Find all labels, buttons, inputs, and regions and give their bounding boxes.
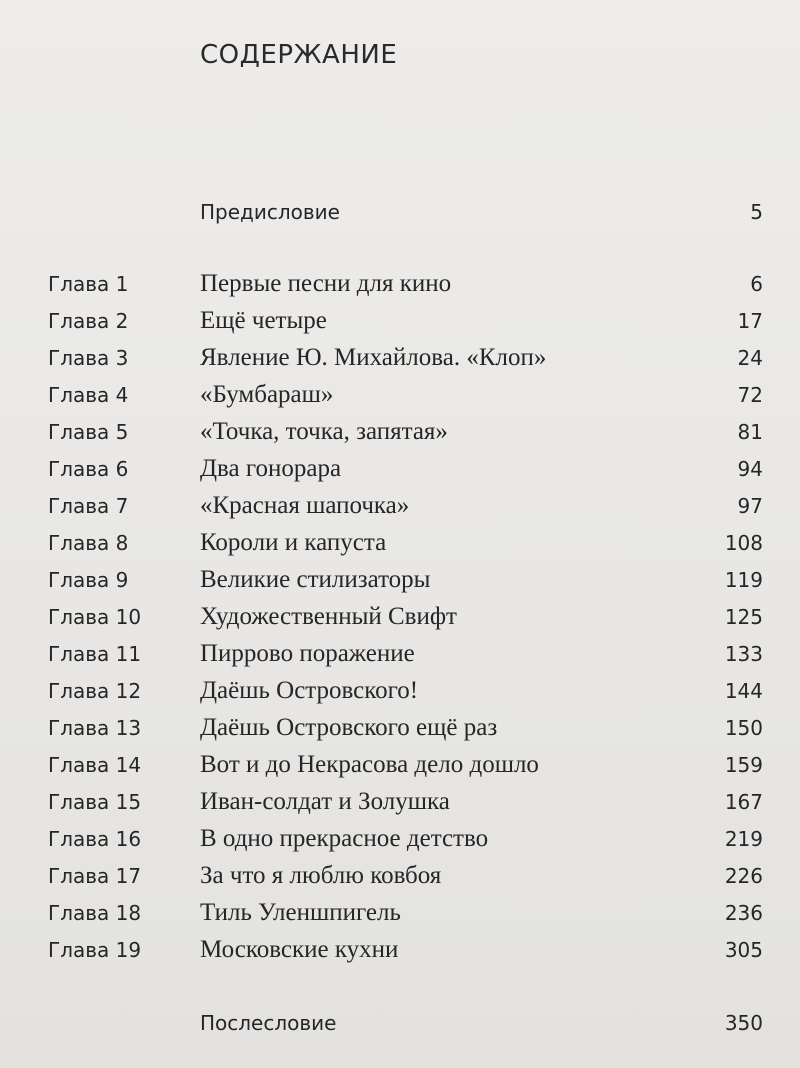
chapter-title: Явление Ю. Михайлова. «Клоп»: [200, 344, 547, 371]
toc-entry-chapter: [0, 340, 800, 376]
chapter-page-number: 226: [724, 864, 763, 888]
chapter-page-number: 305: [724, 938, 763, 962]
chapter-title: Вот и до Некрасова дело дошло: [200, 751, 539, 778]
chapter-page-number: 119: [724, 568, 763, 592]
chapter-page-number: 81: [737, 420, 763, 444]
chapter-title: «Красная шапочка»: [200, 492, 410, 519]
chapter-number: Глава 17: [48, 864, 142, 888]
chapter-number: Глава 8: [48, 531, 129, 555]
chapter-number: Глава 4: [48, 383, 129, 407]
chapter-page-number: 108: [724, 531, 763, 555]
toc-entry-chapter: [0, 858, 800, 894]
chapter-number: Глава 19: [48, 938, 142, 962]
toc-entry-preface: [0, 194, 800, 230]
toc-entry-chapter: [0, 636, 800, 672]
entry-page-number: 350: [724, 1011, 763, 1035]
chapter-title: Даёшь Островского ещё раз: [200, 714, 498, 741]
chapter-page-number: 72: [737, 383, 763, 407]
entry-title: Предисловие: [200, 200, 340, 224]
toc-entry-chapter: [0, 562, 800, 598]
chapter-title: Художественный Свифт: [200, 603, 457, 630]
chapter-number: Глава 13: [48, 716, 142, 740]
chapter-number: Глава 10: [48, 605, 142, 629]
toc-entry-chapter: [0, 747, 800, 783]
page-title: СОДЕРЖАНИЕ: [200, 40, 398, 70]
chapter-title: «Бумбараш»: [200, 381, 334, 408]
chapter-page-number: 94: [737, 457, 763, 481]
toc-entry-chapter: [0, 673, 800, 709]
chapter-page-number: 167: [724, 790, 763, 814]
chapter-title: «Точка, точка, запятая»: [200, 418, 448, 445]
toc-entry-chapter: [0, 525, 800, 561]
chapter-number: Глава 16: [48, 827, 142, 851]
toc-entry-chapter: [0, 895, 800, 931]
chapter-number: Глава 1: [48, 272, 129, 296]
toc-entry-chapter: [0, 710, 800, 746]
toc-entry-chapter: [0, 303, 800, 339]
toc-entry-afterword: [0, 1005, 800, 1041]
chapter-number: Глава 11: [48, 642, 142, 666]
chapter-page-number: 219: [724, 827, 763, 851]
chapter-page-number: 97: [737, 494, 763, 518]
chapter-title: Тиль Уленшпигель: [200, 899, 401, 926]
chapter-page-number: 144: [724, 679, 763, 703]
chapter-page-number: 17: [737, 309, 763, 333]
toc-entry-chapter: [0, 414, 800, 450]
chapter-page-number: 6: [750, 272, 763, 296]
chapter-page-number: 24: [737, 346, 763, 370]
chapter-number: Глава 3: [48, 346, 129, 370]
toc-entry-chapter: [0, 377, 800, 413]
chapter-number: Глава 18: [48, 901, 142, 925]
chapter-number: Глава 5: [48, 420, 129, 444]
chapter-number: Глава 14: [48, 753, 142, 777]
chapter-page-number: 236: [724, 901, 763, 925]
toc-entry-chapter: [0, 932, 800, 968]
chapter-title: Пиррово поражение: [200, 640, 415, 667]
chapter-number: Глава 6: [48, 457, 129, 481]
chapter-title: Московские кухни: [200, 936, 399, 963]
toc-entry-chapter: [0, 821, 800, 857]
entry-page-number: 5: [750, 200, 763, 224]
chapter-page-number: 150: [724, 716, 763, 740]
chapter-page-number: 133: [724, 642, 763, 666]
chapter-title: Великие стилизаторы: [200, 566, 431, 593]
chapter-number: Глава 15: [48, 790, 142, 814]
chapter-number: Глава 9: [48, 568, 129, 592]
chapter-page-number: 125: [724, 605, 763, 629]
chapter-title: Даёшь Островского!: [200, 677, 419, 704]
chapter-title: Иван-солдат и Золушка: [200, 788, 450, 815]
chapter-number: Глава 12: [48, 679, 142, 703]
chapter-page-number: 159: [724, 753, 763, 777]
toc-entry-chapter: [0, 599, 800, 635]
toc-entry-chapter: [0, 488, 800, 524]
chapter-number: Глава 2: [48, 309, 129, 333]
entry-title: Послесловие: [200, 1011, 337, 1035]
toc-entry-chapter: [0, 266, 800, 302]
chapter-title: Ещё четыре: [200, 307, 327, 334]
toc-entry-chapter: [0, 451, 800, 487]
chapter-title: Короли и капуста: [200, 529, 387, 556]
chapter-title: В одно прекрасное детство: [200, 825, 489, 852]
toc-entry-chapter: [0, 784, 800, 820]
chapter-title: Два гонорара: [200, 455, 342, 482]
chapter-number: Глава 7: [48, 494, 129, 518]
chapter-title: Первые песни для кино: [200, 270, 452, 297]
chapter-title: За что я люблю ковбоя: [200, 862, 442, 889]
